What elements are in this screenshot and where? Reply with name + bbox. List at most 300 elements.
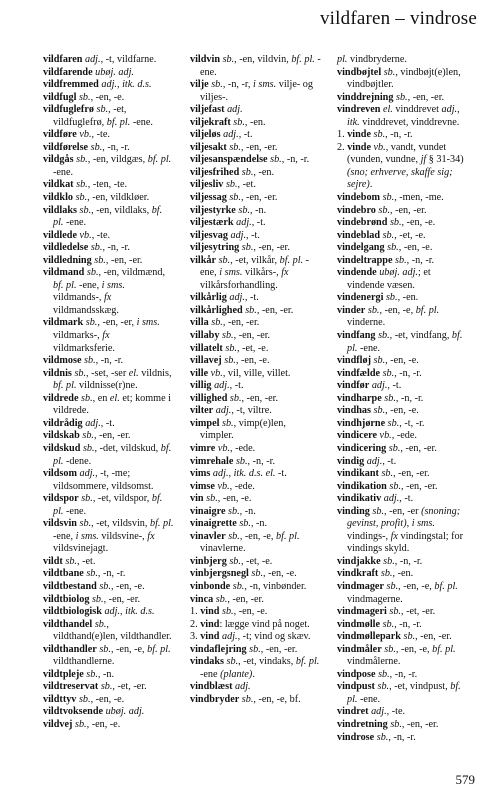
dictionary-entry: [337, 205, 468, 218]
entry-definition: sb., -en, -er (snoning; gevinst, profit), i sms. vindings-, fx vindingstal; for vindings skyld.: [347, 505, 464, 555]
entry-definition: sb., -en, -er, i sms. vildmarks-, fx vildmarksferie.: [53, 317, 160, 354]
entry-definition: adj., itk. d.s. el. -t.: [212, 468, 287, 480]
headword: viljessag: [190, 192, 227, 204]
entry-definition: sb., vimp(e)len, vimpler.: [200, 417, 286, 442]
headword: vindikant: [337, 468, 379, 480]
headword: vindmåler: [337, 643, 382, 655]
headword: vindicere: [337, 430, 377, 442]
entry-definition: sb., -en, vildlaks, bf. pl. -ene.: [53, 204, 163, 229]
headword: villighed: [190, 392, 228, 404]
entry-definition: sb., -et, vindpust, bf. pl. -ene.: [347, 681, 461, 705]
headword: vinaigre: [190, 505, 226, 517]
headword: viljestyrke: [190, 204, 236, 216]
headword: vinavler: [190, 530, 226, 542]
entry-definition: sb., -et, -e.: [382, 229, 426, 241]
dictionary-entry: [337, 556, 468, 569]
headword: vildtbiolog: [43, 593, 90, 605]
entry-definition: sb., -det, vildskud, bf. pl. -dene.: [53, 442, 172, 467]
entry-definition: vb., -ede.: [379, 430, 417, 442]
dictionary-entry: [43, 242, 174, 255]
headword: vildledning: [43, 254, 92, 266]
dictionary-entry: [190, 142, 321, 155]
headword: vildvin: [190, 54, 221, 65]
dictionary-entry: [190, 644, 321, 657]
dictionary-entry: [337, 67, 468, 92]
headword: vindjakke: [337, 555, 381, 567]
entry-definition: sb., -en, -er.: [241, 242, 290, 254]
entry-definition: adj., -t, viltre.: [215, 405, 272, 417]
headword: vinaigrette: [190, 518, 237, 530]
headword: vindmager: [337, 580, 384, 592]
headword: vildskud: [43, 442, 81, 454]
entry-definition: sb., -n, -r.: [382, 367, 422, 379]
entry-definition: sb., -en, -e.: [373, 355, 419, 367]
headword: vildrede: [43, 392, 79, 404]
column-3: [337, 54, 468, 744]
entry-definition: sb., -en, -e, bf. pl. vindmålerne.: [347, 643, 456, 668]
entry-definition: sb., -n, vinbønder.: [232, 580, 307, 592]
entry-definition: sb., en el. et; komme i vildrede.: [53, 392, 172, 417]
headword: viljekraft: [190, 116, 231, 128]
dictionary-entry: [190, 619, 321, 632]
headword: vildthandler: [43, 643, 97, 655]
dictionary-entry: [337, 581, 468, 606]
dictionary-entry: [43, 443, 174, 468]
dictionary-entry: [190, 681, 321, 694]
dictionary-entry: [337, 631, 468, 644]
dictionary-entry: [337, 129, 468, 142]
headword: vildsvin: [43, 518, 77, 530]
headword: vildfremmed: [43, 79, 99, 91]
headword: vinddrejning: [337, 91, 394, 103]
headword: vildtpleje: [43, 668, 84, 680]
entry-definition: adj., -t, vildfarne.: [84, 54, 157, 65]
headword: vildskab: [43, 430, 80, 442]
headword: viljestærk: [190, 217, 234, 229]
headword: vildfaren: [43, 54, 83, 65]
entry-definition: sb., -n, -r.: [90, 242, 130, 254]
column-2: [190, 54, 321, 744]
headword: vildtbestand: [43, 580, 97, 592]
entry-definition: sb., -en, -er.: [403, 631, 452, 643]
dictionary-entry: [190, 129, 321, 142]
dictionary-entry: [43, 644, 174, 669]
headword: vindret: [337, 706, 369, 718]
dictionary-entry: [43, 694, 174, 707]
dictionary-entry: [337, 418, 468, 431]
dictionary-entry: [43, 192, 174, 205]
entry-definition: sb., -n, -r.: [384, 392, 424, 404]
entry-definition: sb., -set, -ser el. vildnis, bf. pl. vildnisse(r)ne.: [53, 367, 172, 392]
dictionary-entry: [337, 468, 468, 481]
dictionary-entry: [337, 267, 468, 292]
headword: vindicering: [337, 442, 387, 454]
headword: ville: [190, 367, 209, 379]
dictionary-entry: [43, 230, 174, 243]
dictionary-entry: [337, 217, 468, 230]
headword: vindenergi: [337, 292, 384, 304]
homograph-number: 2.: [337, 141, 348, 153]
headword: viljesvag: [190, 229, 228, 241]
dictionary-entry: [190, 656, 321, 681]
entry-definition: sb., -en, -er.: [82, 430, 131, 442]
headword: vindebro: [337, 204, 376, 216]
entry-definition: adj., itk. d.s.: [101, 79, 152, 91]
entry-definition: sb., -en, vildkløer.: [75, 192, 150, 204]
entry-definition: vb., vandt, vundet (vunden, vundne, jf § 31-34) (sno; erhverve, skaffe sig; sejre).: [347, 141, 464, 191]
headword: vind: [200, 606, 220, 618]
column-1: [43, 54, 174, 744]
dictionary-entry: [43, 129, 174, 142]
entry-definition: sb., -et, vilkår, bf. pl. -ene, i sms. vilkårs-, fx vilkårsforhandling.: [200, 254, 310, 291]
headword: vildt: [43, 555, 63, 567]
dictionary-entry: [190, 481, 321, 494]
headword: viljesliv: [190, 179, 224, 191]
entry-definition: ubøj. adj.: [105, 706, 145, 718]
headword: vindmageri: [337, 606, 387, 618]
headword: vind: [200, 618, 220, 630]
entry-definition: sb., -en, -e.: [373, 405, 419, 417]
entry-definition: sb., -en, -er.: [229, 192, 278, 204]
entry-definition: sb., -en, vildvin, bf. pl. -ene.: [200, 54, 321, 78]
dictionary-entry: [337, 355, 468, 368]
entry-definition: adj., -t.: [85, 417, 115, 429]
headword: vindende: [337, 267, 377, 279]
dictionary-entry: [43, 79, 174, 92]
dictionary-entry: [43, 594, 174, 607]
headword: vimrehale: [190, 455, 234, 467]
entry-definition: sb., -en, -er.: [211, 317, 260, 329]
entry-definition: vb., -te.: [79, 129, 110, 141]
entry-definition: vb., -ede.: [217, 480, 255, 492]
headword: vilkårlighed: [190, 304, 243, 316]
dictionary-entry: [337, 681, 468, 706]
entry-definition: sb., -n, -r.: [376, 731, 416, 743]
entry-definition: : lægge vind på noget.: [219, 618, 310, 630]
dictionary-entry: [190, 117, 321, 130]
dictionary-entry: [190, 355, 321, 368]
entry-definition: adj., -t.: [214, 380, 244, 392]
dictionary-entry: [337, 330, 468, 355]
entry-definition: sb., -n.: [228, 505, 256, 517]
entry-definition: sb., -n, -r.: [270, 154, 310, 166]
dictionary-entry: [43, 719, 174, 732]
entry-definition: sb., vindbøjt(e)len, vindbøjtler.: [347, 66, 461, 91]
headword: vilter: [190, 405, 214, 417]
entry-definition: sb., -en, -er.: [245, 304, 294, 316]
dictionary-entry: [337, 669, 468, 682]
dictionary-entry: [43, 267, 174, 317]
headword: vildspor: [43, 493, 79, 505]
dictionary-entry: [43, 430, 174, 443]
headword: vildtreservat: [43, 681, 99, 693]
entry-definition: sb., -n.: [238, 204, 267, 216]
entry-definition: sb., -et, -e.: [229, 555, 273, 567]
entry-definition: sb., -en, -er.: [381, 468, 430, 480]
headword: vindblæst: [190, 681, 233, 693]
homograph-number: 2.: [190, 618, 201, 630]
entry-definition: vb., -ede.: [217, 442, 256, 454]
dictionary-entry: [43, 669, 174, 682]
headword: vildgås: [43, 154, 74, 166]
dictionary-entry: [190, 217, 321, 230]
entry-definition: sb., -n, -r.: [235, 455, 275, 467]
entry-definition: ubøj. adj.; et vindende væsen.: [347, 267, 431, 291]
headword: vindpose: [337, 668, 376, 680]
headword: vildsom: [43, 468, 77, 480]
dictionary-entry: [43, 255, 174, 268]
entry-definition: sb., -en.: [385, 292, 419, 304]
headword: vildtvoksende: [43, 706, 104, 718]
headword: vinder: [337, 304, 366, 316]
entry-definition: sb., -en, -e.: [251, 568, 297, 580]
dictionary-entry: [190, 631, 321, 644]
dictionary-entry: [43, 606, 174, 619]
dictionary-entry: [190, 456, 321, 469]
headword: vindmølle: [337, 618, 381, 630]
dictionary-columns: [43, 54, 476, 744]
headword: vindhas: [337, 405, 371, 417]
headword: vindfælde: [337, 367, 381, 379]
entry-definition: sb., -en, -er.: [215, 593, 264, 605]
dictionary-entry: [43, 706, 174, 719]
entry-definition: sb., -men, -me.: [382, 192, 444, 204]
dictionary-entry: [43, 568, 174, 581]
dictionary-entry: [43, 54, 174, 67]
entry-definition: sb., -en, -e.: [224, 355, 270, 367]
entry-definition: adj., -t.: [223, 129, 253, 141]
headword: vimre: [190, 442, 216, 454]
dictionary-entry: [337, 393, 468, 406]
entry-definition: el. vinddrevet adj., itk. vinddrevet, vinddrevne.: [347, 104, 460, 128]
headword: vilkår: [190, 254, 217, 266]
headword: vindfør: [337, 380, 370, 392]
headword: vildfugl: [43, 91, 77, 103]
entry-definition: sb., -n, -r.: [395, 254, 435, 266]
headword: vildtbane: [43, 568, 84, 580]
headword: viljeløs: [190, 129, 221, 141]
entry-definition: adj., -t, -me; vildsommere, vildsomst.: [53, 468, 154, 492]
dictionary-entry: [43, 556, 174, 569]
headword: villig: [190, 380, 212, 392]
dictionary-entry: [190, 405, 321, 418]
headword: vildførelse: [43, 141, 89, 153]
dictionary-entry: [190, 330, 321, 343]
dictionary-entry: [43, 493, 174, 518]
dictionary-entry: [190, 292, 321, 305]
dictionary-entry: [190, 54, 321, 79]
entry-definition: sb., -en, -er.: [378, 204, 427, 216]
dictionary-entry: [190, 443, 321, 456]
entry-definition: vb., -te.: [79, 229, 111, 241]
entry-definition: sb., -en, -e, bf. pl. vinavlerne.: [200, 530, 300, 555]
headword: vims: [190, 468, 211, 480]
headword: villa: [190, 317, 209, 329]
entry-definition: adj., -te.: [371, 706, 406, 718]
entry-definition: sb., -et, vildsvin, bf. pl. -ene, i sms. vildsvine-, fx vildsvinejagt.: [53, 518, 174, 555]
dictionary-entry: [190, 568, 321, 581]
headword: vindelgang: [337, 242, 385, 254]
entry-definition: vb., vil, ville, villet.: [210, 367, 291, 379]
headword: vindretning: [337, 718, 388, 730]
dictionary-entry: [190, 368, 321, 381]
entry-definition: sb., -en, -er.: [229, 141, 278, 153]
dictionary-entry: [337, 142, 468, 192]
dictionary-entry: [337, 92, 468, 105]
headword: vildnis: [43, 367, 72, 379]
dictionary-entry: [337, 606, 468, 619]
dictionary-entry: [43, 154, 174, 179]
entry-definition: sb., -en, vildmænd, bf. pl. -ene, i sms. vildmands-, fx vildmandsskæg.: [53, 267, 165, 316]
entry-definition: sb., -en, vildgæs, bf. pl. -ene.: [53, 154, 172, 178]
headword: villaby: [190, 330, 220, 342]
dictionary-entry: [43, 518, 174, 556]
dictionary-entry: [43, 317, 174, 355]
dictionary-entry: [190, 393, 321, 406]
entry-definition: sb., -en.: [233, 116, 266, 128]
headword: vildrådig: [43, 417, 83, 429]
entry-definition: sb., -n, -r.: [84, 355, 124, 367]
dictionary-entry: [190, 606, 321, 619]
entry-definition: sb., -et.: [225, 179, 256, 191]
entry-definition: sb., -et.: [65, 555, 96, 567]
entry-definition: sb., -et, vildspor, bf. pl. -ene.: [53, 493, 163, 517]
entry-definition: sb., -en, -er.: [249, 643, 298, 655]
headword: vildfarende: [43, 66, 93, 78]
dictionary-entry: [337, 644, 468, 669]
dictionary-entry: [43, 619, 174, 644]
dictionary-entry: [43, 581, 174, 594]
headword: vindbøjtel: [337, 66, 382, 78]
dictionary-entry: [190, 418, 321, 443]
entry-definition: sb., vildthand(e)len, vildthandler.: [53, 618, 172, 643]
dictionary-entry: [337, 619, 468, 632]
headword: vindhjørne: [337, 417, 386, 429]
entry-definition: adj.: [235, 681, 251, 693]
headword: vindaflejring: [190, 643, 247, 655]
entry-definition: sb., -et, -er.: [100, 681, 147, 693]
dictionary-entry: [190, 242, 321, 255]
dictionary-entry: [190, 192, 321, 205]
headword: vindreven: [337, 104, 381, 116]
entry-definition: sb., -en, -e, bf. pl. vindmagerne.: [347, 580, 458, 605]
entry-definition: adj., -t.: [229, 292, 259, 304]
headword: vildklo: [43, 192, 74, 204]
headword: vinde: [347, 129, 371, 141]
headword: vindrose: [337, 731, 375, 743]
headword: vindig: [337, 455, 365, 467]
entry-definition: sb., -en, -e.: [78, 693, 125, 705]
entry-definition: sb., -en, -e.: [78, 91, 125, 103]
dictionary-entry: [190, 506, 321, 519]
headword: vinbonde: [190, 580, 231, 592]
entry-definition: sb., -en, -e.: [222, 606, 268, 618]
entry-definition: adj., -t.: [383, 493, 414, 505]
entry-definition: sb., -en, -er.: [395, 91, 445, 103]
dictionary-entry: [190, 79, 321, 104]
headword: vindebom: [337, 192, 381, 204]
headword: vindpust: [337, 681, 375, 693]
homograph-number: 1.: [337, 129, 348, 141]
entry-definition: sb., -en, -e.: [387, 242, 433, 254]
dictionary-entry: [190, 380, 321, 393]
dictionary-entry: [43, 142, 174, 155]
dictionary-entry: [190, 493, 321, 506]
headword: vindfløj: [337, 355, 371, 367]
headword: vindikation: [337, 480, 387, 492]
running-header: vildfaren – vindrose: [319, 8, 477, 29]
dictionary-entry: [337, 368, 468, 381]
entry-definition: sb., -en, -er.: [389, 480, 438, 492]
dictionary-entry: [337, 719, 468, 732]
entry-definition: ubøj. adj.: [95, 66, 134, 78]
headword: vin: [190, 493, 204, 505]
entry-definition: sb., -n, -r.: [373, 129, 413, 141]
dictionary-entry: [43, 355, 174, 368]
entry-definition: sb., -et, vindfang, bf. pl. -ene.: [347, 330, 463, 354]
homograph-number: 1.: [190, 606, 201, 618]
entry-definition: sb., -n, -r.: [86, 568, 126, 580]
entry-definition: sb., -en.: [380, 568, 414, 580]
headword: vildlede: [43, 229, 77, 241]
entry-definition: sb., -en, -e, bf. pl. vinderne.: [347, 304, 440, 329]
dictionary-entry: [337, 732, 468, 745]
headword: vildfuglefrø: [43, 104, 94, 116]
entry-definition: sb., -n, -r.: [382, 618, 422, 630]
entry-definition: sb., -en, -e, bf.: [241, 693, 301, 705]
dictionary-entry: [190, 305, 321, 318]
entry-definition: adj., -t.: [366, 455, 397, 467]
entry-definition: sb., -n.: [239, 518, 268, 530]
entry-definition: sb., -en, -e, bf. pl. vildthandlerne.: [53, 643, 171, 668]
dictionary-entry: [337, 481, 468, 494]
entry-definition: sb., -en, -e.: [389, 217, 436, 229]
dictionary-entry: [190, 317, 321, 330]
dictionary-entry: [43, 92, 174, 105]
dictionary-entry: [43, 368, 174, 393]
headword: vindaks: [190, 656, 224, 668]
dictionary-entry: [43, 104, 174, 129]
dictionary-entry: [190, 556, 321, 569]
headword: viljefast: [190, 104, 225, 116]
entry-definition: sb., -n, -r.: [383, 555, 423, 567]
entry-definition: adj., -t.: [230, 229, 260, 241]
headword: vildmand: [43, 267, 85, 279]
dictionary-entry: [337, 305, 468, 330]
entry-definition: sb., -et, vindaks, bf. pl. -ene (plante).: [200, 656, 320, 680]
dictionary-entry: [190, 343, 321, 356]
page-number: 579: [455, 772, 475, 787]
headword: viljesanspændelse: [190, 154, 268, 166]
headword: vildtbiologisk: [43, 606, 102, 618]
dictionary-entry: [190, 167, 321, 180]
headword: vinding: [337, 505, 370, 517]
headword: vildføre: [43, 129, 77, 141]
dictionary-entry: [190, 694, 321, 707]
headword: vinbjerg: [190, 555, 227, 567]
entry-definition: sb., -en, -e.: [74, 718, 121, 730]
entry-definition: adj., -t; vind og skæv.: [222, 631, 311, 643]
dictionary-entry: [190, 154, 321, 167]
dictionary-entry: [43, 393, 174, 418]
dictionary-entry: [43, 67, 174, 80]
dictionary-entry: [337, 706, 468, 719]
dictionary-entry: [43, 468, 174, 493]
headword: vildttyv: [43, 693, 77, 705]
headword: villavej: [190, 355, 222, 367]
dictionary-entry: [43, 205, 174, 230]
entry-definition: sb., -en, -e.: [99, 580, 145, 592]
